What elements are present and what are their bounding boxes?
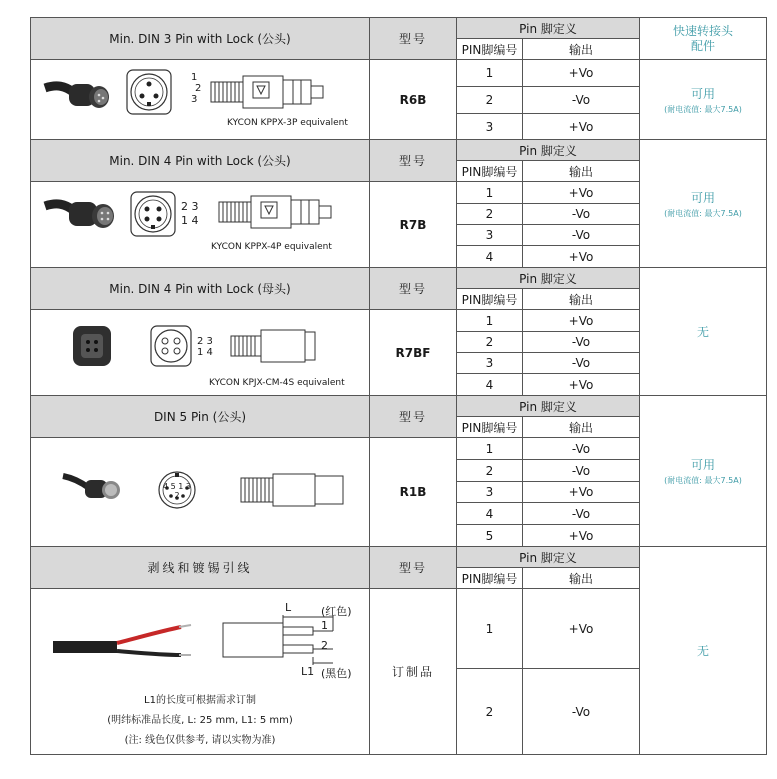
accessory-value: 无 <box>697 644 710 658</box>
output-header: 输出 <box>523 289 640 310</box>
pin-output: +Vo <box>523 182 640 204</box>
din4-side-view-drawing <box>219 196 331 228</box>
pin-number: 3 <box>457 225 523 246</box>
pin-def-header: Pin 脚定义 <box>457 268 640 289</box>
section-title: DIN 5 Pin (公头) <box>31 396 370 438</box>
equivalent-label: KYCON KPJX-CM-4S equivalent <box>209 378 345 388</box>
din4-pin-layout-diagram <box>131 192 175 236</box>
pin-output: -Vo <box>523 225 640 246</box>
pin-number: 2 <box>457 87 523 114</box>
accessory-cell <box>640 268 767 396</box>
black-wire-label: (黑色) <box>321 667 352 680</box>
pin-output: -Vo <box>523 669 640 755</box>
din4f-pin-layout-diagram <box>151 326 191 366</box>
accessory-note: (耐电流值: 最大7.5A) <box>664 476 742 485</box>
pin-def-header: Pin 脚定义 <box>457 140 640 161</box>
pin-number: 3 <box>457 353 523 374</box>
section-title: Min. DIN 3 Pin with Lock (公头) <box>31 18 370 60</box>
pin-label: 1 <box>191 72 198 83</box>
pin-def-header: Pin 脚定义 <box>457 18 640 39</box>
wire-photo <box>53 625 191 655</box>
pin-number: 1 <box>457 589 523 669</box>
wire-1-label: 1 <box>321 619 328 632</box>
pin-output: +Vo <box>523 589 640 669</box>
pin-output: +Vo <box>523 525 640 547</box>
pin-output: +Vo <box>523 374 640 396</box>
pin-label: 4 <box>162 482 169 491</box>
pin-number: 1 <box>457 310 523 332</box>
wire-2-label: 2 <box>321 639 328 652</box>
wire-dimension-drawing <box>223 615 333 665</box>
pin-label: 1 <box>178 482 184 491</box>
output-header: 输出 <box>523 161 640 182</box>
pin-label: 2 3 <box>197 336 213 347</box>
pin-number: 3 <box>457 114 523 140</box>
connector-spec-table <box>30 17 767 755</box>
din4-pin-labels <box>181 200 199 228</box>
din5-side-view-drawing <box>241 474 343 506</box>
pin-label: 3 <box>185 482 191 491</box>
pin-number-header: PIN脚编号 <box>457 417 523 438</box>
pin-output: +Vo <box>523 246 640 268</box>
pin-label: 1 4 <box>197 347 213 358</box>
pin-output: +Vo <box>523 60 640 87</box>
accessory-cell <box>640 140 767 268</box>
strip-length-label: L1 <box>301 665 315 678</box>
accessory-value: 无 <box>697 325 710 339</box>
model-header: 型号 <box>370 140 457 182</box>
length-note: L1的长度可根据需求订制 <box>144 695 256 706</box>
din5-connector-drawing <box>61 462 361 522</box>
wire-figure <box>51 597 361 687</box>
pin-number: 2 <box>457 460 523 482</box>
model-number: R7BF <box>370 310 457 396</box>
pin-number-header: PIN脚编号 <box>457 568 523 589</box>
connector-image-cell <box>31 589 370 755</box>
pin-number-header: PIN脚编号 <box>457 39 523 60</box>
din5-figure <box>61 462 361 522</box>
section-title: Min. DIN 4 Pin with Lock (母头) <box>31 268 370 310</box>
model-number: R7B <box>370 182 457 268</box>
accessory-cell <box>640 60 767 140</box>
pin-output: -Vo <box>523 87 640 114</box>
pin-label: 2 <box>174 491 180 500</box>
pin-label: 2 <box>195 83 202 94</box>
pin-label: 3 <box>191 94 198 105</box>
connector-image-cell <box>31 182 370 268</box>
pin-def-header: Pin 脚定义 <box>457 547 640 568</box>
din4-plug-photo <box>45 202 114 228</box>
din5-pin-labels <box>160 482 194 500</box>
equivalent-label: KYCON KPPX-4P equivalent <box>211 242 332 252</box>
pin-label: 5 <box>170 482 176 491</box>
connector-image-cell <box>31 438 370 547</box>
pin-number-header: PIN脚编号 <box>457 161 523 182</box>
color-note: (注: 线色仅供参考, 请以实物为准) <box>124 735 276 746</box>
din3-pin-labels <box>187 72 201 105</box>
din5-plug-photo <box>63 476 120 499</box>
pin-output: +Vo <box>523 114 640 140</box>
equivalent-label: KYCON KPPX-3P equivalent <box>227 118 348 128</box>
pin-output: -Vo <box>523 332 640 353</box>
pin-output: +Vo <box>523 482 640 503</box>
accessory-value: 可用 <box>691 86 716 101</box>
red-wire-label: (红色) <box>321 605 352 618</box>
din4f-socket-photo <box>73 326 111 366</box>
pin-number: 4 <box>457 246 523 268</box>
din4f-pin-labels <box>197 336 213 358</box>
pin-number: 4 <box>457 374 523 396</box>
accessory-value: 可用 <box>691 458 716 472</box>
pin-number: 4 <box>457 503 523 525</box>
model-header: 型号 <box>370 18 457 60</box>
din4f-figure <box>71 320 361 380</box>
pin-output: -Vo <box>523 353 640 374</box>
accessory-cell <box>640 396 767 547</box>
stripped-wire-drawing <box>51 597 361 687</box>
accessory-note: (耐电流值: 最大7.5A) <box>664 104 742 114</box>
pin-number: 2 <box>457 332 523 353</box>
section-title: Min. DIN 4 Pin with Lock (公头) <box>31 140 370 182</box>
model-number: R1B <box>370 438 457 547</box>
model-header: 型号 <box>370 547 457 589</box>
pin-output: +Vo <box>523 310 640 332</box>
pin-number: 2 <box>457 669 523 755</box>
pin-number-header: PIN脚编号 <box>457 289 523 310</box>
pin-label: 2 3 <box>181 200 199 213</box>
accessory-header <box>640 18 767 60</box>
output-header: 输出 <box>523 39 640 60</box>
pin-output: -Vo <box>523 204 640 225</box>
din3-plug-photo <box>45 84 109 108</box>
pin-output: -Vo <box>523 438 640 460</box>
model-number: R6B <box>370 60 457 140</box>
pin-number: 1 <box>457 182 523 204</box>
pin-label: 1 4 <box>181 214 199 227</box>
din4f-side-view-drawing <box>231 330 315 362</box>
accessory-value: 可用 <box>691 190 716 205</box>
accessory-header-line2: 配件 <box>691 38 716 53</box>
connector-image-cell <box>31 60 370 140</box>
din3-side-view-drawing <box>211 76 323 108</box>
pin-number: 1 <box>457 60 523 87</box>
wire-length-label: L <box>285 601 292 614</box>
accessory-cell <box>640 547 767 755</box>
output-header: 输出 <box>523 417 640 438</box>
pin-output: -Vo <box>523 503 640 525</box>
pin-number: 1 <box>457 438 523 460</box>
accessory-header-line1: 快速转接头 <box>673 23 734 38</box>
output-header: 输出 <box>523 568 640 589</box>
accessory-note: (耐电流值: 最大7.5A) <box>664 208 742 218</box>
model-number: 订制品 <box>370 589 457 755</box>
din3-pin-layout-diagram <box>127 70 171 114</box>
pin-number: 5 <box>457 525 523 547</box>
section-title: 剥线和镀锡引线 <box>31 547 370 589</box>
standard-length-note: (明纬标准品长度, L: 25 mm, L1: 5 mm) <box>107 715 293 726</box>
model-header: 型号 <box>370 268 457 310</box>
pin-number: 2 <box>457 204 523 225</box>
pin-output: -Vo <box>523 460 640 482</box>
din4f-connector-drawing <box>71 320 361 380</box>
connector-image-cell <box>31 310 370 396</box>
model-header: 型号 <box>370 396 457 438</box>
pin-def-header: Pin 脚定义 <box>457 396 640 417</box>
pin-number: 3 <box>457 482 523 503</box>
